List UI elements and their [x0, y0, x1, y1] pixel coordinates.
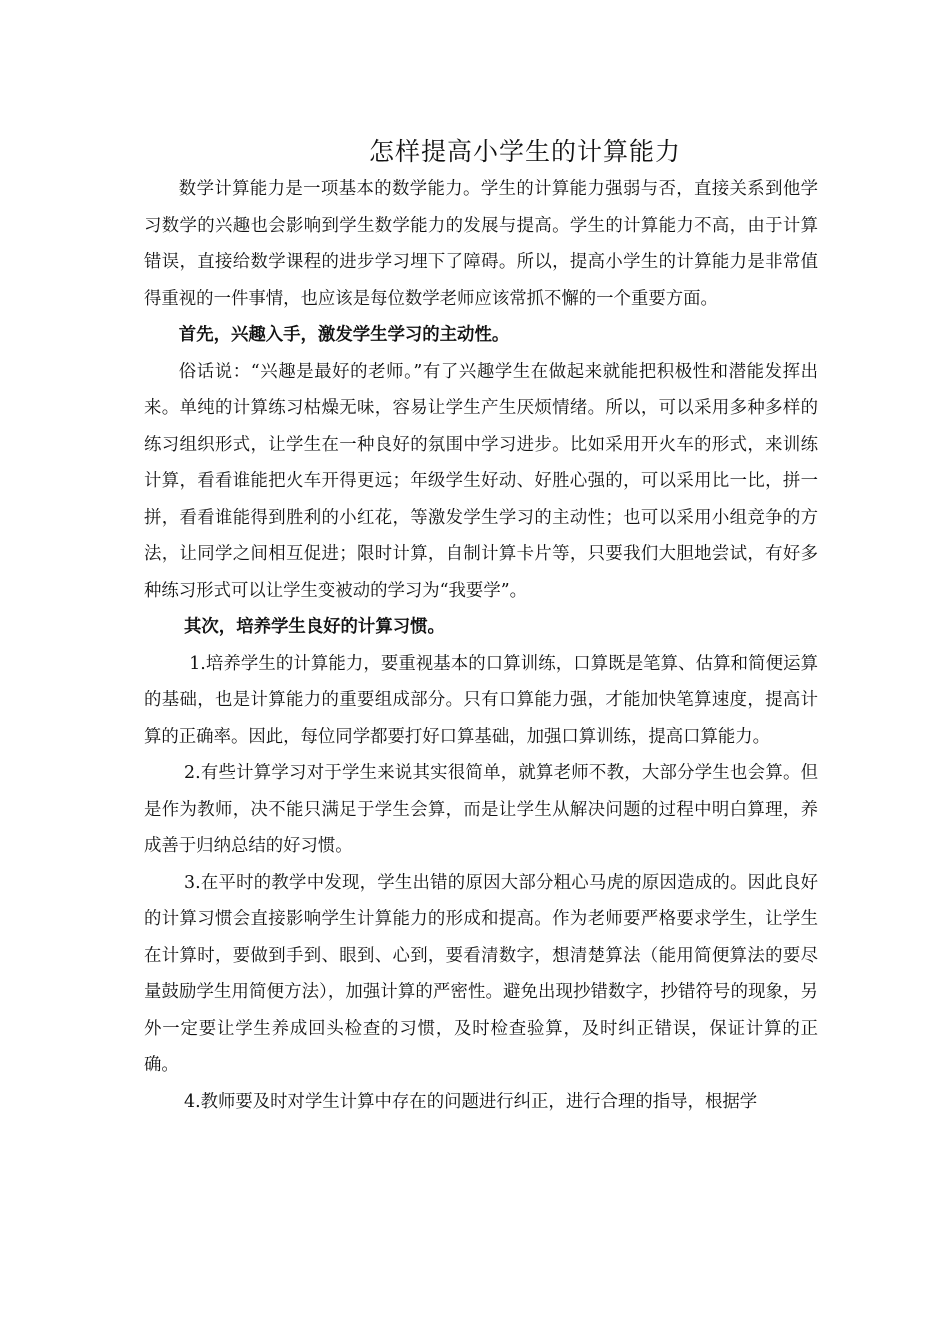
interest-paragraph: 俗话说：“兴趣是最好的老师。”有了兴趣学生在做起来就能把积极性和潜能发挥出来。单纯的计算练习枯燥无味，容易让学生产生厌烦情绪。所以，可以采用多种多样的练习组织形式，让学生在一种良好的氛围中学习进步。比如采用开火车的形式，来训练计算，看看谁能把火车开得更远；年级学生好动、好胜心强的，可以采用比一比，拼一拼，看看谁能得到胜利的小红花，等激发学生学习的主动性；也可以采用小组竞争的方法，让同学之间相互促进；限时计算，自制计算卡片等，只要我们大胆地尝试，有好多种练习形式可以让学生变被动的学习为“我要学”。: [144, 361, 818, 601]
habit-item-1: 1.培养学生的计算能力，要重视基本的口算训练，口算既是笔算、估算和简便运算的基础，也是计算能力的重要组成部分。只有口算能力强，才能加快笔算速度，提高计算的正确率。因此，每位同学都要打好口算基础，加强口算训练，提高口算能力。: [144, 653, 818, 747]
habit-item-3: 3.在平时的教学中发现，学生出错的原因大部分粗心马虎的原因造成的。因此良好的计算习惯会直接影响学生计算能力的形成和提高。作为老师要严格要求学生，让学生在计算时，要做到手到、眼到、心到，要看清数字，想清楚算法（能用简便算法的要尽量鼓励学生用简便方法），加强计算的严密性。避免出现抄错数字，抄错符号的现象，另外一定要让学生养成回头检查的习惯，及时检查验算，及时纠正错误，保证计算的正确。: [144, 872, 818, 1075]
section-heading-interest: 首先，兴趣入手，激发学生学习的主动性。: [178, 325, 510, 345]
intro-paragraph: 数学计算能力是一项基本的数学能力。学生的计算能力强弱与否，直接关系到他学习数学的兴趣也会影响到学生数学能力的发展与提高。学生的计算能力不高，由于计算错误，直接给数学课程的进步学习埋下了障碍。所以，提高小学生的计算能力是非常值得重视的一件事情，也应该是每位数学老师应该常抓不懈的一个重要方面。: [144, 179, 818, 309]
section-heading-habits: 其次，培养学生良好的计算习惯。: [184, 617, 445, 637]
document-body: [144, 171, 818, 1120]
document-title: 怎样提高小学生的计算能力: [368, 137, 681, 166]
habit-item-4: 4.教师要及时对学生计算中存在的问题进行纠正，进行合理的指导，根据学: [184, 1091, 758, 1112]
habit-item-2: 2.有些计算学习对于学生来说其实很简单，就算老师不教，大部分学生也会算。但是作为教师，决不能只满足于学生会算，而是让学生从解决问题的过程中明白算理，养成善于归纳总结的好习惯。: [144, 763, 818, 856]
